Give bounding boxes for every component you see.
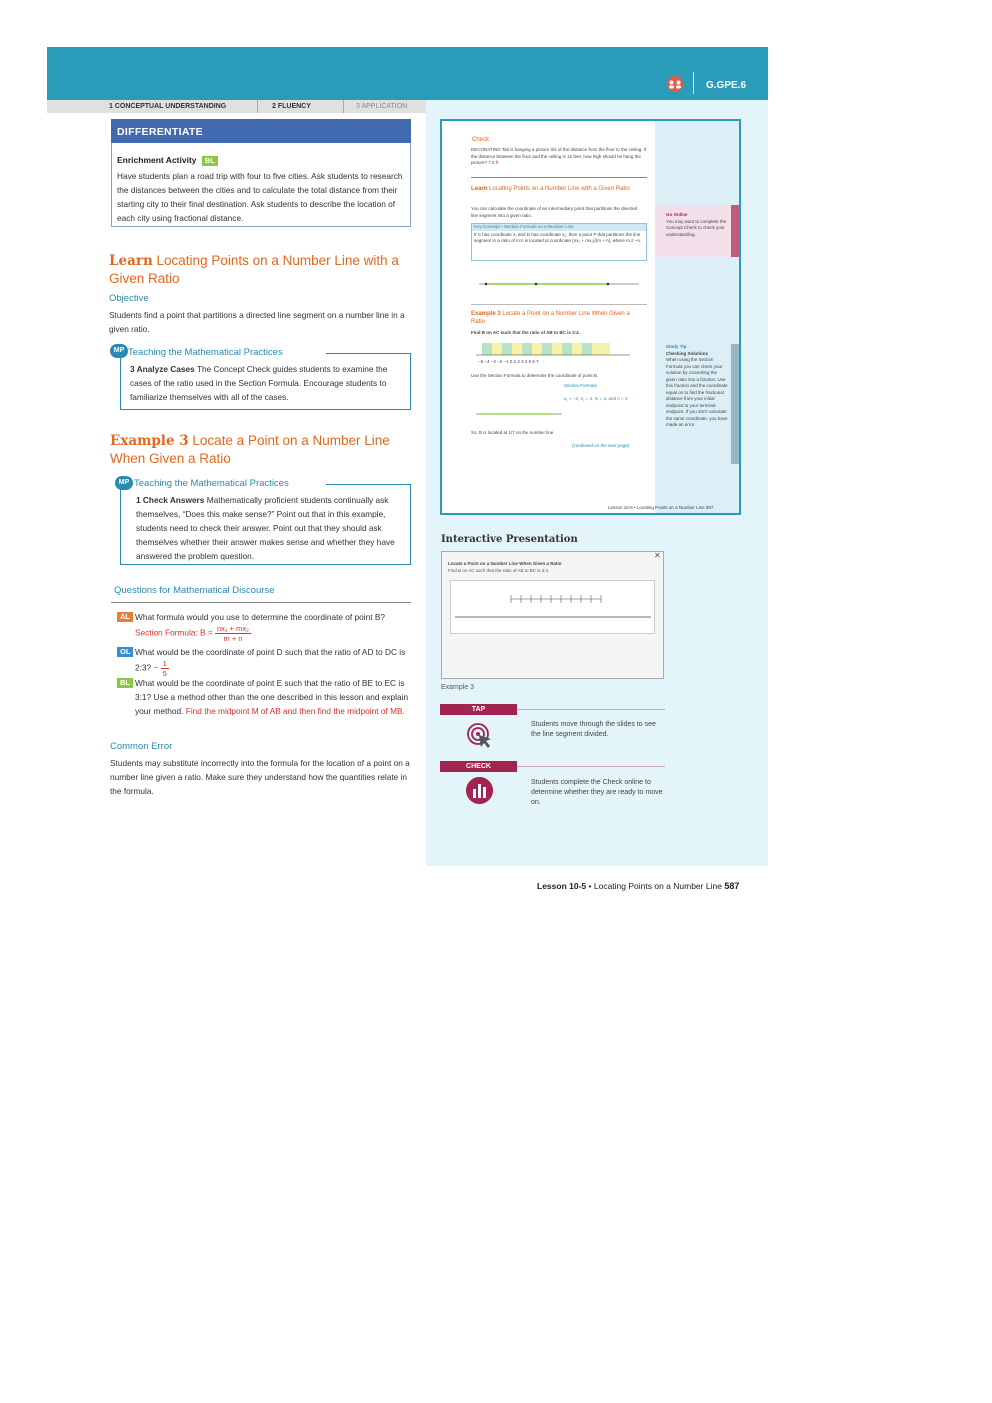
tmp-body: Mathematically proficient students continually ask themselves, “Does this make sense?” Point out that in this example, students need to check their answer. Point out that they should ask themselves whether their answer makes sense and whether they have answered the problem question.: [136, 495, 395, 561]
preview-check-answer: 7.5 ft: [488, 160, 499, 165]
preview-study-tip: [666, 344, 728, 429]
mp-icon: MP: [110, 344, 128, 358]
preview-substitution: x₁ = −3, x₂ = 4, m = 3, and n = 4: [564, 396, 628, 401]
preview-number-line: [474, 262, 644, 294]
discourse-heading: Questions for Mathematical Discourse: [114, 585, 275, 596]
discourse-rule: [111, 602, 411, 603]
preview-study-tip-title: Study Tip: [666, 344, 687, 349]
interactive-thumbnail[interactable]: [441, 551, 664, 679]
preview-learn-title: Locating Points on a Number Line with a Given Ratio: [489, 186, 630, 192]
preview-learn-prefix: Learn: [471, 186, 488, 192]
example-title: Locate a Point on a Number Line When Given a Ratio: [110, 433, 390, 466]
preview-margin: [655, 121, 739, 513]
fraction-numerator: nx₁ + mx₂: [217, 624, 249, 633]
preview-continued: (continued on the next page): [572, 443, 630, 448]
go-online-bar: [731, 205, 739, 257]
example-prefix: Example 3: [110, 433, 189, 449]
level-badge-bl: BL: [202, 156, 218, 166]
mp-icon: MP: [115, 476, 133, 490]
preview-small-number-line: [474, 404, 564, 422]
question-bl: [120, 676, 410, 718]
bar-chart-icon: [466, 777, 493, 804]
level-badge-bl: BL: [117, 678, 133, 688]
enrichment-heading: [117, 155, 218, 166]
preview-rule: [471, 304, 647, 305]
level-badge-al: AL: [117, 612, 133, 622]
preview-check-text: [471, 147, 647, 167]
tmp-text: [136, 493, 406, 563]
tap-icon: [466, 722, 494, 750]
common-error-text: Students may substitute incorrectly into the formula for the location of a point on a number line given a ratio. Make sure they understand how the quantities relate in the formula.: [110, 758, 410, 796]
slide-subtitle: Find B on AC such that the ratio of AB to BC is 3:4.: [448, 567, 550, 573]
preview-go-online: [666, 212, 728, 238]
preview-check-label: Check: [472, 137, 490, 143]
group-icon: [665, 76, 685, 92]
question-al: [120, 610, 410, 643]
preview-bar-line: [474, 340, 634, 360]
preview-study-tip-text: When using the Section Formula you can check your solution by converting the given ratio into a fraction. Use this fraction and the coordinate equal on to find the fractional distance from your initial endpoint to your terminal endpoint. If you don't calculate the same coordinate, you have made an error.: [666, 357, 728, 427]
tap-label: TAP: [440, 704, 517, 715]
question-text: What formula would you use to determine the coordinate of point B?: [135, 612, 385, 622]
tmp-bold: 3 Analyze Cases: [130, 364, 195, 374]
fraction-denominator: m + n: [223, 634, 243, 643]
preview-key-concept-text: If C has coordinate x₁ and D has coordinate x₂, then a point P that partitions the line segment in a ratio of m:n is located at coordinate (nx₁ + mx₂)/(m + n), where m ≠ −n.: [474, 231, 642, 243]
tmp-bold: 1 Check Answers: [136, 495, 205, 505]
preview-example-title: Locate a Point on a Number Line When Given a Ratio: [471, 311, 630, 325]
enrichment-text: Have students plan a road trip with four to five cities. Ask students to research the distances between the cities and to calculate the total distance from their starting city to their final destination. Ask students to describe the location of each city using fractional distance.: [117, 171, 403, 223]
level-tabs: [47, 100, 426, 113]
preview-ticks: −5 −4 −3 −2 −1 0 1 2 3 4 5 6 7: [478, 359, 539, 364]
fraction-denominator: 5: [162, 669, 167, 678]
close-icon[interactable]: ✕: [654, 551, 661, 560]
thumbnail-caption: Example 3: [441, 684, 475, 691]
preview-example-task: Find B on AC such that the ratio of AB to BC is 3:4.: [471, 330, 580, 335]
footer-page: 587: [724, 881, 740, 891]
tap-rule: [517, 709, 665, 710]
preview-rule: [471, 177, 647, 178]
answer-fraction: [215, 624, 251, 643]
example-heading: [110, 432, 415, 467]
differentiate-title: DIFFERENTIATE: [111, 119, 411, 143]
preview-example-heading: [471, 310, 641, 326]
tmp-title: Teaching the Mathematical Practices: [128, 347, 283, 358]
standard-label: G.GPE.6: [706, 80, 747, 91]
preview-learn-heading: [471, 185, 641, 193]
tmp-text: [130, 362, 406, 404]
preview-go-online-text: You may want to complete the Concept Check to check your understanding.: [666, 218, 727, 237]
preview-learn-text: You can calculate the coordinate of an intermediary point that partitions the directed line segment into a given ratio.: [471, 206, 638, 218]
learn-title: Locating Points on a Number Line with a Given Ratio: [109, 253, 399, 286]
level-badge-ol: OL: [117, 647, 133, 657]
tab-application: 3 APPLICATION: [343, 100, 407, 113]
question-ol: [120, 645, 410, 678]
tab-fluency: 2 FLUENCY: [257, 100, 343, 113]
footer-title: Locating Points on a Number Line: [593, 881, 722, 891]
check-label: CHECK: [440, 761, 517, 772]
preview-section-formula-label: Section Formula: [564, 383, 597, 388]
preview-check-question: DECORATING Tati is hanging a picture 3/4 of the distance from the floor to the ceiling. If the distance between the floor and the ceiling is 12 feet, how high should he hang the picture?: [471, 147, 647, 165]
answer-sign: −: [153, 662, 159, 673]
preview-study-tip-subtitle: Checking Solutions: [666, 350, 709, 356]
preview-example-step: Use the Section Formula to determine the coordinate of point B.: [471, 373, 599, 378]
tmp-body: The Concept Check guides students to examine the cases of the ratio used in the Section Formula. Encourage students to familiarize themselves with all of the cases.: [130, 364, 388, 402]
page-footer: [537, 881, 739, 891]
tab-conceptual: 1 CONCEPTUAL UNDERSTANDING: [109, 103, 227, 110]
preview-example-result: So, B is located at 1/7 on the number line.: [471, 430, 555, 435]
check-text: Students complete the Check online to determine whether they are ready to move on.: [531, 779, 663, 806]
common-error-heading: Common Error: [110, 741, 173, 752]
question-text: What would be the coordinate of point E such that the ratio of BE to EC is 3:1? Use a method other than the one described in this lesson and explain your method.: [135, 678, 409, 716]
preview-footer: Lesson 10-5 • Locating Points on a Number Line 587: [608, 505, 714, 510]
preview-go-online-title: Go Online: [666, 212, 688, 217]
question-text: What would be the coordinate of point D such that the ratio of AD to DC is 2:3?: [135, 647, 406, 673]
footer-bullet: •: [588, 881, 592, 891]
study-tip-bar: [731, 344, 739, 464]
answer-text: Find the midpoint M of AB and then find the midpoint of MB.: [185, 706, 405, 716]
enrichment-title: Enrichment Activity: [117, 155, 197, 165]
tmp-title: Teaching the Mathematical Practices: [134, 478, 289, 489]
slide-canvas: [450, 580, 655, 634]
preview-key-concept: [471, 223, 647, 261]
check-rule: [517, 766, 665, 767]
header-band: [47, 47, 768, 100]
footer-lesson: Lesson 10-5: [537, 881, 587, 891]
preview-example-prefix: Example 3: [471, 311, 501, 317]
tap-text: Students move through the slides to see the line segment divided.: [531, 721, 656, 738]
learn-heading: [109, 252, 409, 287]
learn-prefix: Learn: [109, 253, 153, 269]
objective-text: Students find a point that partitions a directed line segment on a number line in a given ratio.: [109, 310, 405, 334]
header-separator: [693, 72, 694, 94]
answer-text: Section Formula: B =: [135, 627, 213, 638]
interactive-heading: Interactive Presentation: [441, 534, 578, 545]
preview-key-concept-label: Key Concept • Section Formula on a Number Line: [472, 224, 646, 231]
slide-number-line: [451, 581, 655, 633]
slide-title: Locate a Point on a Number Line When Given a Ratio: [448, 561, 562, 566]
objective-heading: Objective: [109, 293, 149, 304]
fraction-numerator: 1: [162, 659, 167, 668]
